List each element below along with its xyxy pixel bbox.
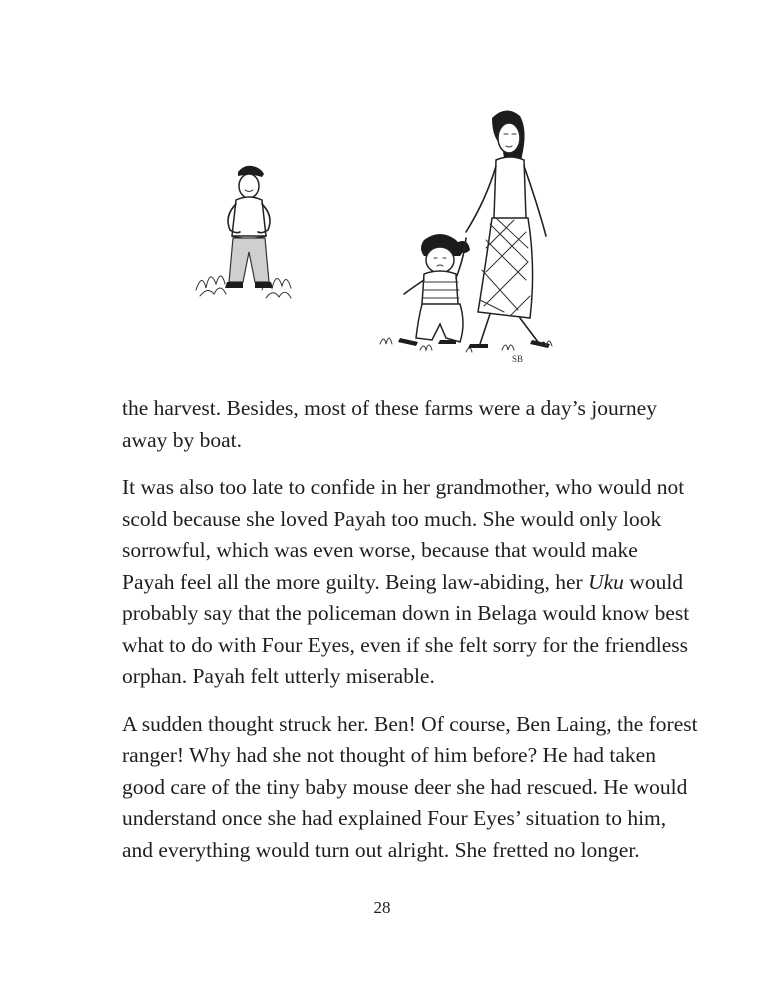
illustrator-signature: SB [512, 354, 524, 364]
text-line: understand once she had explained Four Eyes’ situation to him, [122, 806, 667, 830]
text-line: away by boat. [122, 427, 243, 452]
paragraph-2 [122, 472, 690, 693]
text-line: ranger! Why had she not thought of him before? He had taken [122, 743, 656, 767]
paragraph-1 [122, 393, 682, 456]
boy-figure [196, 166, 291, 298]
text-line: It was also too late to confide in her grandmother, who would not [122, 475, 685, 499]
paragraph-3 [122, 709, 698, 867]
text-line: sorrowful, which was even worse, because that would make [122, 538, 638, 562]
text-line: A sudden thought struck her. Ben! Of course, Ben Laing, the forest [122, 711, 698, 736]
woman-and-child-figure [380, 110, 552, 364]
text-segment: would [623, 569, 684, 594]
text-line: good care of the tiny baby mouse deer she had rescued. He would [122, 774, 688, 799]
page-number: 28 [373, 898, 391, 917]
text-line: the harvest. Besides, most of these farms were a day’s journey [122, 396, 657, 420]
body-text [122, 393, 698, 866]
text-line: and everything would turn out alright. She fretted no longer. [122, 837, 640, 862]
text-segment: Payah feel all the more guilty. Being law-abiding, her [122, 569, 589, 594]
text-line-with-italic [122, 567, 682, 599]
text-line: what to do with Four Eyes, even if she felt sorry for the friendless [122, 632, 689, 657]
italic-word: Uku [588, 569, 624, 594]
text-line: orphan. Payah felt utterly miserable. [122, 664, 435, 688]
illustration [0, 0, 764, 380]
text-line: probably say that the policeman down in Belaga would know best [122, 601, 690, 625]
text-line: scold because she loved Payah too much. She would only look [122, 506, 662, 531]
